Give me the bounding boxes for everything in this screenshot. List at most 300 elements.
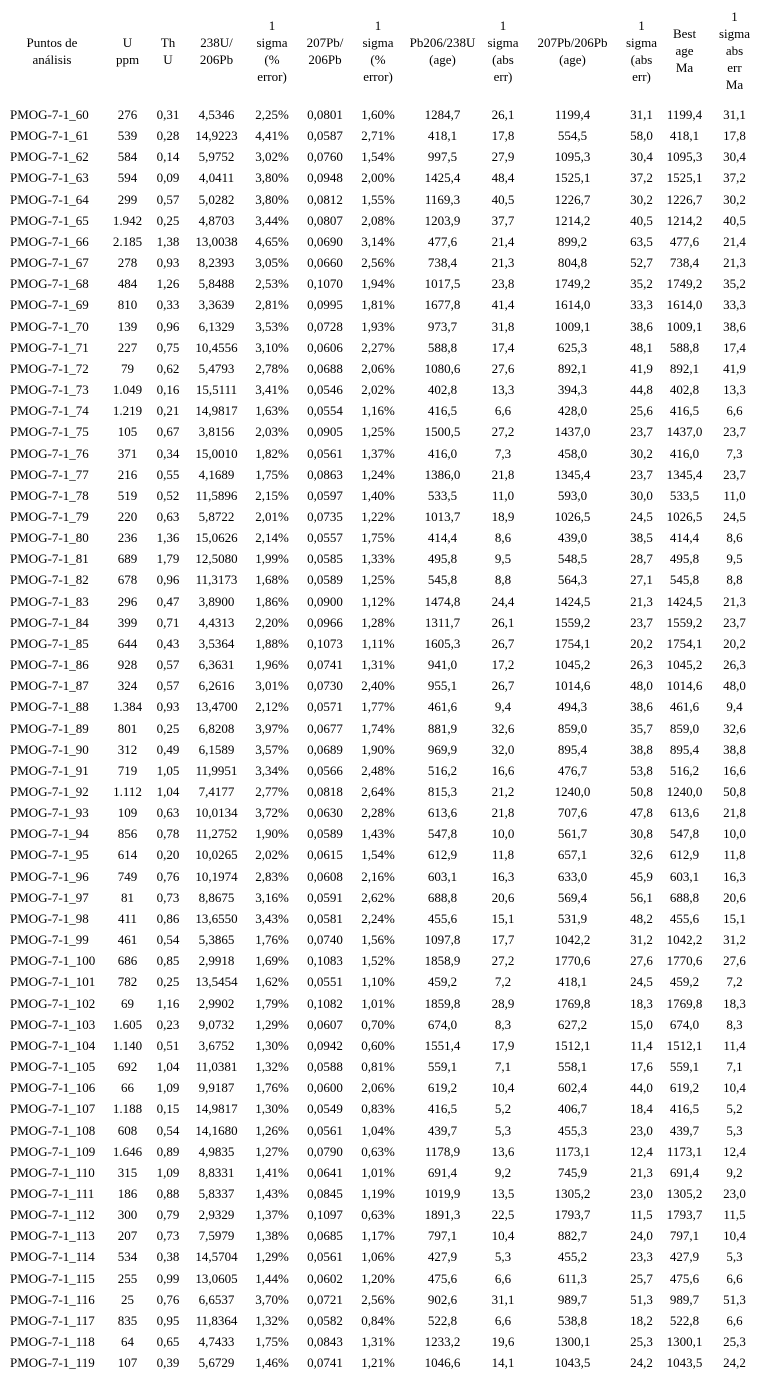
table-row — [0, 612, 761, 633]
table-cell: 24,2 — [630, 1355, 653, 1371]
table-cell: 0,0863 — [307, 466, 343, 482]
sample-id-cell: PMOG-7-1_71 — [10, 339, 89, 355]
header-label: 207Pb/206Pb (age) — [537, 34, 608, 67]
table-cell: 603,1 — [669, 868, 700, 884]
table-row — [0, 1183, 761, 1204]
table-cell: 12,4 — [630, 1143, 653, 1159]
header-label: 1 sigma (abs err) — [487, 17, 519, 84]
sample-id-cell: PMOG-7-1_66 — [10, 233, 89, 249]
table-cell: 278 — [117, 255, 138, 271]
table-cell: 8,2393 — [198, 255, 235, 271]
table-cell: 5,8488 — [198, 276, 235, 292]
table-cell: 10,0134 — [195, 805, 238, 821]
table-cell: 1749,2 — [666, 276, 703, 292]
table-row — [0, 823, 761, 844]
table-cell: 0,0561 — [307, 445, 343, 461]
table-cell: 23,7 — [723, 466, 746, 482]
table-cell: 2,14% — [255, 530, 289, 546]
sample-id-cell: PMOG-7-1_60 — [10, 107, 89, 122]
table-cell: 1,09 — [156, 1080, 180, 1096]
table-cell: 1,82% — [255, 445, 289, 461]
table-cell: 455,6 — [669, 910, 700, 926]
table-cell: 1.219 — [112, 403, 143, 419]
table-cell: 2,00% — [361, 170, 395, 186]
table-cell: 0,52 — [156, 487, 180, 503]
table-cell: 0,67 — [156, 424, 180, 440]
header-label: 207Pb/ 206Pb — [306, 34, 344, 67]
table-cell: 3,5364 — [198, 635, 235, 651]
table-cell: 17,2 — [491, 657, 515, 673]
table-cell: 1859,8 — [424, 995, 461, 1011]
table-row — [0, 1162, 761, 1183]
table-cell: 10,4 — [491, 1080, 515, 1096]
table-cell: 227 — [117, 339, 138, 355]
table-cell: 2,12% — [255, 699, 289, 715]
table-row — [0, 569, 761, 590]
table-cell: 2,27% — [361, 339, 395, 355]
table-cell: 1500,5 — [424, 424, 461, 440]
table-cell: 394,3 — [557, 382, 588, 398]
table-cell: 1,90% — [361, 741, 395, 757]
table-cell: 1770,6 — [666, 953, 703, 969]
table-cell: 7,2 — [494, 974, 512, 990]
table-cell: 31,1 — [630, 107, 653, 122]
table-cell: 0,0589 — [307, 572, 343, 588]
table-cell: 24,4 — [491, 593, 515, 609]
table-cell: 859,0 — [557, 720, 588, 736]
table-cell: 1042,2 — [554, 932, 591, 948]
table-cell: 8,8331 — [198, 1164, 235, 1180]
table-cell: 0,0660 — [307, 255, 343, 271]
table-cell: 1,26% — [255, 1122, 289, 1138]
table-cell: 0,38 — [156, 1249, 180, 1265]
table-cell: 1,75% — [255, 466, 289, 482]
table-cell: 0,1097 — [307, 1207, 343, 1223]
table-cell: 559,1 — [669, 1059, 700, 1075]
table-cell: 892,1 — [669, 360, 700, 376]
table-cell: 494,3 — [557, 699, 588, 715]
table-cell: 0,25 — [156, 974, 180, 990]
table-cell: 1858,9 — [424, 953, 461, 969]
table-cell: 3,3639 — [198, 297, 235, 313]
table-cell: 15,5111 — [195, 382, 238, 398]
table-cell: 21,3 — [491, 255, 515, 271]
table-cell: 1042,2 — [666, 932, 703, 948]
table-cell: 547,8 — [427, 826, 458, 842]
table-cell: 6,1329 — [198, 318, 235, 334]
table-cell: 27,6 — [491, 360, 515, 376]
table-cell: 10,1974 — [195, 868, 238, 884]
table-cell: 21,3 — [630, 593, 653, 609]
table-row — [0, 443, 761, 464]
table-cell: 5,3 — [726, 1122, 743, 1138]
table-cell: 0,39 — [156, 1355, 180, 1371]
sample-id-cell: PMOG-7-1_98 — [10, 910, 89, 926]
table-row — [0, 1077, 761, 1098]
header-label: Puntos de análisis — [26, 34, 78, 67]
table-cell: 0,51 — [156, 1037, 180, 1053]
table-cell: 17,8 — [723, 128, 746, 144]
table-cell: 516,2 — [669, 762, 700, 778]
table-cell: 7,2 — [726, 974, 743, 990]
table-cell: 539 — [117, 128, 138, 144]
table-cell: 315 — [117, 1164, 138, 1180]
table-cell: 0,0807 — [307, 212, 343, 228]
table-cell: 0,25 — [156, 212, 180, 228]
table-cell: 0,73 — [156, 1228, 180, 1244]
table-cell: 1,33% — [361, 551, 395, 567]
table-cell: 11,0 — [491, 487, 515, 503]
table-cell: 0,0966 — [307, 614, 343, 630]
table-cell: 25,7 — [630, 1270, 653, 1286]
col-header-u-ppm — [104, 0, 151, 101]
table-cell: 1,54% — [361, 149, 395, 165]
table-cell: 0,09 — [156, 170, 180, 186]
table-cell: 44,8 — [630, 382, 653, 398]
table-cell: 255 — [117, 1270, 138, 1286]
table-cell: 1300,1 — [666, 1334, 703, 1350]
table-cell: 1,79% — [255, 995, 289, 1011]
table-cell: 1,99% — [255, 551, 289, 567]
table-cell: 1,01% — [361, 995, 395, 1011]
table-cell: 35,7 — [630, 720, 653, 736]
table-cell: 2.185 — [112, 233, 143, 249]
table-row — [0, 316, 761, 337]
table-cell: 859,0 — [669, 720, 700, 736]
sample-id-cell: PMOG-7-1_86 — [10, 657, 89, 673]
table-cell: 1214,2 — [666, 212, 703, 228]
table-cell: 3,97% — [255, 720, 289, 736]
table-cell: 18,4 — [630, 1101, 653, 1117]
table-cell: 538,8 — [557, 1312, 588, 1328]
table-cell: 4,7433 — [198, 1334, 235, 1350]
table-cell: 0,0581 — [307, 910, 343, 926]
sample-id-cell: PMOG-7-1_65 — [10, 212, 89, 228]
table-cell: 4,0411 — [198, 170, 235, 186]
table-cell: 1,79 — [156, 551, 180, 567]
table-cell: 48,0 — [630, 678, 653, 694]
table-cell: 33,3 — [723, 297, 746, 313]
table-cell: 2,77% — [255, 784, 289, 799]
table-cell: 0,0677 — [307, 720, 343, 736]
sample-id-cell: PMOG-7-1_114 — [10, 1249, 95, 1265]
table-cell: 6,6 — [494, 1312, 512, 1328]
sample-id-cell: PMOG-7-1_87 — [10, 678, 89, 694]
table-cell: 15,0626 — [195, 530, 238, 546]
table-cell: 1240,0 — [666, 784, 703, 799]
table-cell: 414,4 — [669, 530, 700, 546]
table-cell: 23,7 — [723, 424, 746, 440]
table-cell: 13,5454 — [195, 974, 238, 990]
table-cell: 38,5 — [630, 530, 653, 546]
table-cell: 11,4 — [630, 1037, 653, 1053]
table-cell: 81 — [121, 889, 134, 905]
table-cell: 1173,1 — [554, 1143, 591, 1159]
table-cell: 461 — [117, 932, 138, 948]
table-cell: 0,57 — [156, 657, 180, 673]
table-cell: 21,4 — [723, 233, 746, 249]
table-cell: 0,0845 — [307, 1185, 343, 1201]
table-cell: 2,20% — [255, 614, 289, 630]
table-cell: 2,01% — [255, 508, 289, 524]
table-cell: 719 — [117, 762, 138, 778]
table-cell: 0,0948 — [307, 170, 343, 186]
table-cell: 475,6 — [427, 1270, 458, 1286]
table-cell: 23,7 — [630, 614, 653, 630]
table-cell: 1,38% — [255, 1228, 289, 1244]
table-cell: 2,02% — [255, 847, 289, 863]
sample-id-cell: PMOG-7-1_117 — [10, 1312, 95, 1328]
table-cell: 810 — [117, 297, 138, 313]
sample-id-cell: PMOG-7-1_70 — [10, 318, 89, 334]
table-cell: 17,8 — [491, 128, 515, 144]
table-cell: 24,2 — [723, 1355, 746, 1371]
sample-id-cell: PMOG-7-1_106 — [10, 1080, 96, 1096]
table-cell: 2,9918 — [198, 953, 235, 969]
table-cell: 2,02% — [361, 382, 395, 398]
table-cell: 0,85 — [156, 953, 180, 969]
table-cell: 1203,9 — [424, 212, 461, 228]
table-cell: 0,0551 — [307, 974, 343, 990]
table-cell: 38,6 — [630, 318, 653, 334]
table-cell: 4,8703 — [198, 212, 235, 228]
sample-id-cell: PMOG-7-1_91 — [10, 762, 89, 778]
table-cell: 11,0381 — [195, 1059, 238, 1075]
table-cell: 0,54 — [156, 1122, 180, 1138]
table-cell: 459,2 — [669, 974, 700, 990]
table-cell: 8,3 — [726, 1016, 743, 1032]
table-cell: 0,63 — [156, 508, 180, 524]
table-cell: 0,0606 — [307, 339, 343, 355]
table-cell: 23,0 — [630, 1122, 653, 1138]
table-cell: 41,9 — [630, 360, 653, 376]
table-cell: 5,2 — [726, 1101, 743, 1117]
table-row — [0, 400, 761, 421]
table-row — [0, 379, 761, 400]
table-row — [0, 696, 761, 717]
table-cell: 1,90% — [255, 826, 289, 842]
table-cell: 0,0561 — [307, 1122, 343, 1138]
table-cell: 561,7 — [557, 826, 588, 842]
table-cell: 0,83% — [361, 1101, 395, 1117]
col-header-th-u — [151, 0, 185, 101]
table-cell: 15,0010 — [195, 445, 238, 461]
table-cell: 1,75% — [361, 530, 395, 546]
table-cell: 5,2 — [494, 1101, 512, 1117]
table-row — [0, 950, 761, 971]
table-cell: 1,21% — [361, 1355, 395, 1371]
table-cell: 0,0689 — [307, 741, 343, 757]
table-cell: 416,5 — [669, 403, 700, 419]
table-cell: 0,0582 — [307, 1312, 343, 1328]
table-cell: 1614,0 — [666, 297, 703, 313]
table-cell: 0,1083 — [307, 953, 343, 969]
table-cell: 3,43% — [255, 910, 289, 926]
table-cell: 30,0 — [630, 487, 653, 503]
table-cell: 657,1 — [557, 847, 588, 863]
table-cell: 1226,7 — [666, 191, 703, 207]
table-cell: 495,8 — [669, 551, 700, 567]
table-body — [0, 101, 761, 1373]
table-cell: 1,29% — [255, 1249, 289, 1265]
table-cell: 0,0589 — [307, 826, 343, 842]
table-cell: 0,0721 — [307, 1291, 343, 1307]
table-cell: 1,63% — [255, 403, 289, 419]
table-cell: 0,55 — [156, 466, 180, 482]
table-cell: 1525,1 — [554, 170, 591, 186]
table-cell: 21,8 — [723, 805, 746, 821]
table-cell: 23,7 — [723, 614, 746, 630]
sample-id-cell: PMOG-7-1_72 — [10, 360, 89, 376]
table-row — [0, 358, 761, 379]
table-cell: 21,3 — [630, 1164, 653, 1180]
sample-id-cell: PMOG-7-1_77 — [10, 466, 89, 482]
table-cell: 495,8 — [427, 551, 458, 567]
table-cell: 14,9223 — [195, 128, 238, 144]
table-cell: 4,41% — [255, 128, 289, 144]
table-cell: 30,8 — [630, 826, 653, 842]
table-cell: 1,16 — [156, 995, 180, 1011]
table-cell: 17,7 — [491, 932, 515, 948]
table-cell: 0,0741 — [307, 657, 343, 673]
table-cell: 0,99 — [156, 1270, 180, 1286]
table-cell: 0,0566 — [307, 762, 343, 778]
table-cell: 1,55% — [361, 191, 395, 207]
table-row — [0, 781, 761, 802]
table-cell: 399 — [117, 614, 138, 630]
table-cell: 0,0607 — [307, 1016, 343, 1032]
table-row — [0, 167, 761, 188]
table-cell: 21,3 — [723, 255, 746, 271]
table-cell: 1891,3 — [424, 1207, 461, 1223]
table-cell: 0,0585 — [307, 551, 343, 567]
header-label: 1 sigma abs err Ma — [718, 9, 751, 92]
table-cell: 522,8 — [427, 1312, 458, 1328]
table-cell: 1749,2 — [554, 276, 591, 292]
table-cell: 7,1 — [726, 1059, 743, 1075]
table-cell: 1,62% — [255, 974, 289, 990]
table-cell: 13,6550 — [195, 910, 238, 926]
table-cell: 23,0 — [630, 1185, 653, 1201]
table-cell: 33,3 — [630, 297, 653, 313]
table-cell: 1305,2 — [666, 1185, 703, 1201]
table-cell: 594 — [117, 170, 138, 186]
table-cell: 1,10% — [361, 974, 395, 990]
table-cell: 38,6 — [630, 699, 653, 715]
table-cell: 0,0685 — [307, 1228, 343, 1244]
table-cell: 11,0 — [723, 487, 746, 503]
table-cell: 416,5 — [427, 1101, 458, 1117]
table-cell: 0,0587 — [307, 128, 343, 144]
table-cell: 1,04 — [156, 1059, 180, 1075]
table-cell: 13,3 — [723, 382, 746, 398]
table-cell: 0,0561 — [307, 1249, 343, 1265]
table-cell: 1043,5 — [666, 1355, 703, 1371]
table-cell: 1,41% — [255, 1164, 289, 1180]
table-cell: 8,8 — [494, 572, 512, 588]
table-cell: 416,5 — [427, 403, 458, 419]
table-cell: 48,1 — [630, 339, 653, 355]
table-cell: 1026,5 — [554, 508, 591, 524]
table-cell: 0,0615 — [307, 847, 343, 863]
table-cell: 0,0630 — [307, 805, 343, 821]
header-label: Pb206/238U (age) — [409, 34, 476, 67]
table-cell: 13,5 — [491, 1185, 515, 1201]
table-cell: 455,6 — [427, 910, 458, 926]
table-row — [0, 210, 761, 231]
table-cell: 1240,0 — [554, 784, 591, 799]
table-cell: 15,1 — [723, 910, 746, 926]
table-cell: 0,16 — [156, 382, 180, 398]
table-cell: 613,6 — [427, 805, 458, 821]
table-cell: 1,09 — [156, 1164, 180, 1180]
table-cell: 1045,2 — [666, 657, 703, 673]
table-cell: 627,2 — [557, 1016, 588, 1032]
header-label: 1 sigma (% error) — [256, 17, 288, 84]
table-row — [0, 1035, 761, 1056]
table-cell: 0,0790 — [307, 1143, 343, 1159]
table-cell: 1386,0 — [424, 466, 461, 482]
table-cell: 79 — [121, 360, 134, 376]
table-cell: 23,0 — [723, 1185, 746, 1201]
table-cell: 31,1 — [491, 1291, 515, 1307]
table-cell: 941,0 — [427, 657, 458, 673]
table-cell: 0,43 — [156, 635, 180, 651]
table-cell: 2,16% — [361, 868, 395, 884]
table-cell: 40,5 — [723, 212, 746, 228]
table-cell: 2,71% — [361, 128, 395, 144]
table-cell: 533,5 — [427, 487, 458, 503]
table-cell: 0,57 — [156, 678, 180, 694]
table-cell: 569,4 — [557, 889, 588, 905]
col-header-sigma-abs-best — [708, 0, 761, 101]
table-cell: 10,0265 — [195, 847, 238, 863]
table-cell: 1512,1 — [554, 1037, 591, 1053]
table-cell: 276 — [117, 107, 138, 122]
table-cell: 531,9 — [557, 910, 588, 926]
table-cell: 0,0812 — [307, 191, 343, 207]
table-cell: 14,9817 — [195, 1101, 238, 1117]
table-cell: 37,7 — [491, 212, 515, 228]
sample-id-cell: PMOG-7-1_90 — [10, 741, 89, 757]
table-cell: 414,4 — [427, 530, 458, 546]
table-cell: 11,8364 — [195, 1312, 238, 1328]
sample-id-cell: PMOG-7-1_112 — [10, 1207, 95, 1223]
table-cell: 25,3 — [723, 1334, 746, 1350]
table-cell: 1769,8 — [666, 995, 703, 1011]
table-cell: 51,3 — [723, 1291, 746, 1307]
table-cell: 1,30% — [255, 1101, 289, 1117]
table-cell: 2,24% — [361, 910, 395, 926]
table-cell: 27,2 — [491, 424, 515, 440]
table-cell: 522,8 — [669, 1312, 700, 1328]
header-label: Best age Ma — [672, 26, 697, 75]
table-cell: 0,0801 — [307, 107, 343, 122]
col-header-sigma-abs-1 — [483, 0, 523, 101]
table-cell: 1437,0 — [554, 424, 591, 440]
table-cell: 973,7 — [427, 318, 458, 334]
table-cell: 48,2 — [630, 910, 653, 926]
table-cell: 674,0 — [427, 1016, 458, 1032]
table-cell: 548,5 — [557, 551, 588, 567]
table-cell: 1,68% — [255, 572, 289, 588]
table-cell: 8,3 — [494, 1016, 512, 1032]
table-cell: 5,0282 — [198, 191, 235, 207]
table-cell: 5,8722 — [198, 508, 235, 524]
table-cell: 109 — [117, 805, 138, 821]
sample-id-cell: PMOG-7-1_80 — [10, 530, 89, 546]
sample-id-cell: PMOG-7-1_93 — [10, 805, 89, 821]
